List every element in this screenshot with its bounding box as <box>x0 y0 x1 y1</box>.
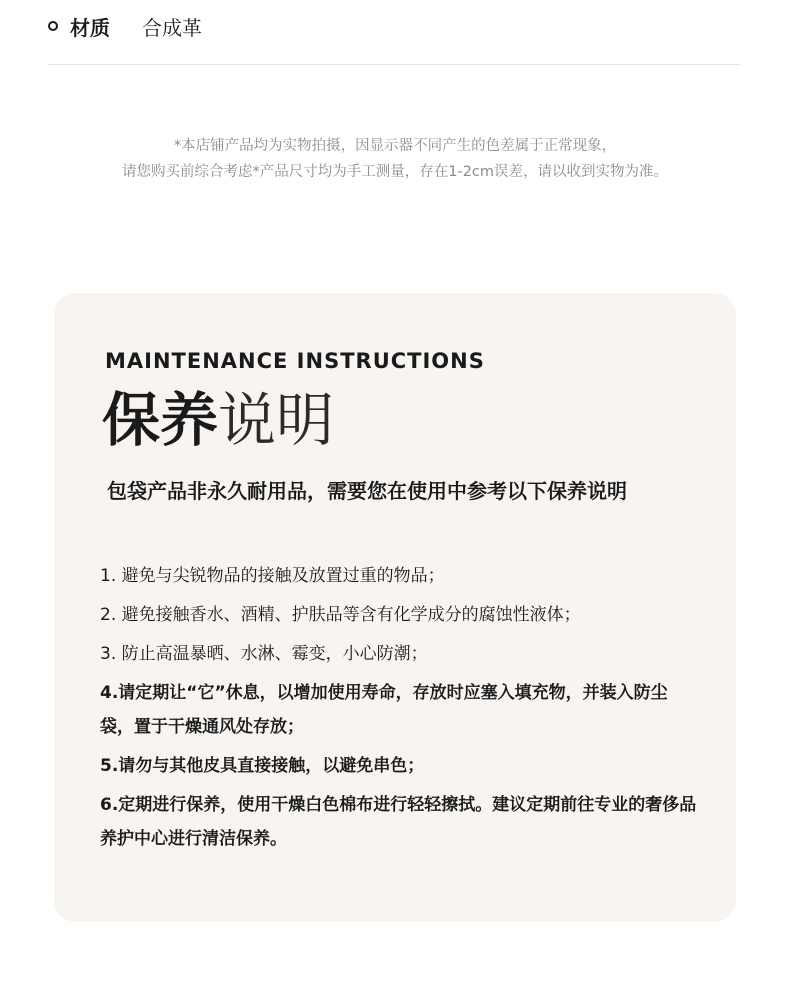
maintenance-card <box>54 293 736 922</box>
title-cn-bold: 保养 <box>102 386 219 454</box>
material-row <box>48 8 202 44</box>
maintenance-title-cn <box>102 385 334 455</box>
notice-line-2: 请您购买前综合考虑*产品尺寸均为手工测量，存在1-2cm误差，请以收到实物为准。 <box>121 164 669 180</box>
maintenance-item: 1. 避免与尖锐物品的接触及放置过重的物品； <box>100 566 445 586</box>
product-notice <box>0 133 790 185</box>
maintenance-item: 4.请定期让“它”休息，以增加使用寿命，存放时应塞入填充物，并装入防尘袋，置于干燥通风处存放； <box>100 683 668 737</box>
title-cn-light: 说明 <box>218 386 335 454</box>
divider <box>48 64 741 65</box>
maintenance-item: 2. 避免接触香水、酒精、护肤品等含有化学成分的腐蚀性液体； <box>100 605 581 625</box>
maintenance-intro: 包袋产品非永久耐用品，需要您在使用中参考以下保养说明 <box>107 479 627 503</box>
material-label: 材质 <box>70 15 110 40</box>
bullet-circle-icon <box>48 21 58 31</box>
maintenance-item: 5.请勿与其他皮具直接接触，以避免串色； <box>100 756 425 776</box>
notice-line-1: *本店铺产品均为实物拍摄，因显示器不同产生的色差属于正常现象， <box>173 138 617 154</box>
maintenance-list <box>100 559 700 861</box>
maintenance-item: 6.定期进行保养，使用干燥白色棉布进行轻轻擦拭。建议定期前往专业的奢侈品养护中心进行清洁保养。 <box>100 795 697 849</box>
material-value: 合成革 <box>142 15 202 40</box>
maintenance-title-en: MAINTENANCE INSTRUCTIONS <box>105 349 485 373</box>
maintenance-item: 3. 防止高温暴晒、水淋、霉变，小心防潮； <box>100 644 428 664</box>
